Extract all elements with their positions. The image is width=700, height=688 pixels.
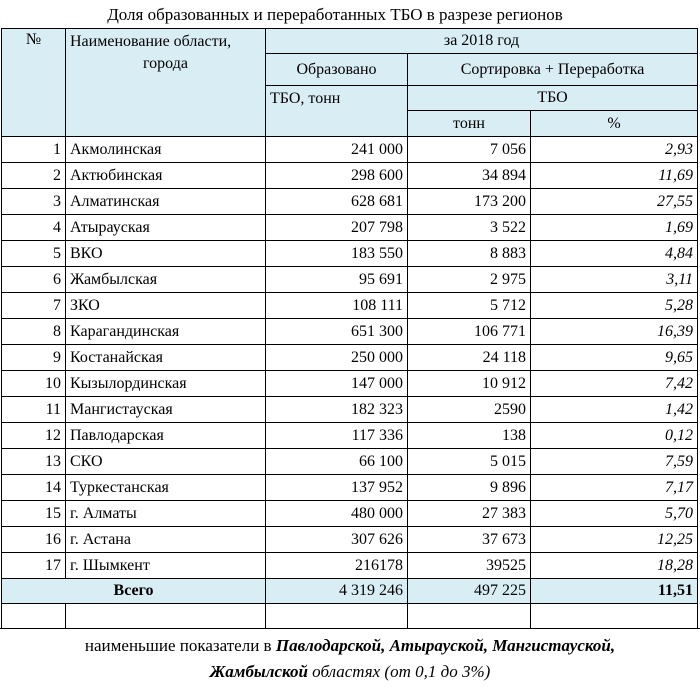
table-row (2, 371, 698, 397)
total-generated: 4 319 246 (266, 579, 408, 604)
row-sorted: 8 883 (408, 241, 531, 267)
row-region-name: Туркестанская (66, 475, 266, 501)
row-region-name: г. Шымкент (66, 553, 266, 579)
row-number: 16 (2, 527, 66, 553)
row-percent: 11,69 (531, 163, 698, 189)
row-generated: 298 600 (266, 163, 408, 189)
row-percent: 18,28 (531, 553, 698, 579)
row-percent: 2,93 (531, 137, 698, 163)
table-row (2, 423, 698, 449)
row-generated: 216178 (266, 553, 408, 579)
row-number: 12 (2, 423, 66, 449)
footnote-prefix: наименьшие показатели в (84, 636, 276, 655)
row-generated: 147 000 (266, 371, 408, 397)
row-region-name: Мангистауская (66, 397, 266, 423)
header-tonn: тонн (408, 111, 531, 137)
row-region-name: Жамбылская (66, 267, 266, 293)
table-row (2, 241, 698, 267)
header-generated: Образовано (266, 54, 408, 86)
row-sorted: 24 118 (408, 345, 531, 371)
row-number: 17 (2, 553, 66, 579)
table-row (2, 293, 698, 319)
row-region-name: Актюбинская (66, 163, 266, 189)
row-sorted: 10 912 (408, 371, 531, 397)
row-region-name: Алматинская (66, 189, 266, 215)
table-row (2, 319, 698, 345)
table-row (2, 345, 698, 371)
row-sorted: 3 522 (408, 215, 531, 241)
row-sorted: 39525 (408, 553, 531, 579)
table-row (2, 163, 698, 189)
row-percent: 27,55 (531, 189, 698, 215)
row-number: 11 (2, 397, 66, 423)
header-year: за 2018 год (266, 29, 698, 54)
header-name-line1: Наименование области, (70, 33, 232, 50)
row-generated: 108 111 (266, 293, 408, 319)
header-tbo-tonn: ТБО, тонн (266, 86, 408, 137)
row-generated: 250 000 (266, 345, 408, 371)
spacer-row (2, 604, 698, 630)
row-percent: 9,65 (531, 345, 698, 371)
row-region-name: ЗКО (66, 293, 266, 319)
row-percent: 0,12 (531, 423, 698, 449)
row-number: 14 (2, 475, 66, 501)
row-number: 2 (2, 163, 66, 189)
row-number: 4 (2, 215, 66, 241)
row-generated: 480 000 (266, 501, 408, 527)
row-percent: 4,84 (531, 241, 698, 267)
row-region-name: ВКО (66, 241, 266, 267)
row-sorted: 138 (408, 423, 531, 449)
row-number: 5 (2, 241, 66, 267)
row-percent: 7,17 (531, 475, 698, 501)
total-row (2, 579, 698, 604)
row-number: 13 (2, 449, 66, 475)
header-percent: % (531, 111, 698, 137)
row-percent: 1,42 (531, 397, 698, 423)
row-number: 10 (2, 371, 66, 397)
table-row (2, 267, 698, 293)
row-region-name: Карагандинская (66, 319, 266, 345)
row-number: 7 (2, 293, 66, 319)
row-percent: 5,70 (531, 501, 698, 527)
row-generated: 66 100 (266, 449, 408, 475)
total-label: Всего (2, 579, 266, 604)
row-sorted: 173 200 (408, 189, 531, 215)
row-percent: 7,59 (531, 449, 698, 475)
table-row (2, 215, 698, 241)
row-generated: 183 550 (266, 241, 408, 267)
row-number: 8 (2, 319, 66, 345)
row-number: 15 (2, 501, 66, 527)
row-region-name: Костанайская (66, 345, 266, 371)
row-sorted: 2590 (408, 397, 531, 423)
row-percent: 5,28 (531, 293, 698, 319)
header-sorting: Сортировка + Переработка (408, 54, 698, 86)
row-region-name: Атырауская (66, 215, 266, 241)
row-region-name: Акмолинская (66, 137, 266, 163)
total-percent: 11,51 (531, 579, 698, 604)
row-number: 9 (2, 345, 66, 371)
row-generated: 241 000 (266, 137, 408, 163)
row-region-name: Павлодарская (66, 423, 266, 449)
row-sorted: 34 894 (408, 163, 531, 189)
table-row (2, 189, 698, 215)
row-sorted: 106 771 (408, 319, 531, 345)
table-row (2, 553, 698, 579)
row-generated: 307 626 (266, 527, 408, 553)
header-name-line2: города (143, 55, 188, 72)
row-sorted: 2 975 (408, 267, 531, 293)
row-generated: 117 336 (266, 423, 408, 449)
row-region-name: Кызылординская (66, 371, 266, 397)
footnote-regions-1: Павлодарской, Атырауской, Мангистауской, (275, 636, 616, 655)
table-body (2, 137, 698, 579)
footnote (0, 628, 700, 688)
table-row (2, 449, 698, 475)
row-sorted: 9 896 (408, 475, 531, 501)
row-percent: 12,25 (531, 527, 698, 553)
row-generated: 651 300 (266, 319, 408, 345)
row-region-name: г. Астана (66, 527, 266, 553)
header-number: № (2, 29, 66, 137)
row-generated: 628 681 (266, 189, 408, 215)
row-generated: 182 323 (266, 397, 408, 423)
table-title: Доля образованных и переработанных ТБО в разрезе регионов (107, 5, 563, 24)
table-row (2, 501, 698, 527)
row-sorted: 27 383 (408, 501, 531, 527)
waste-table (1, 28, 698, 629)
header-name (66, 29, 266, 137)
row-percent: 1,69 (531, 215, 698, 241)
row-percent: 16,39 (531, 319, 698, 345)
row-region-name: СКО (66, 449, 266, 475)
row-sorted: 37 673 (408, 527, 531, 553)
row-sorted: 7 056 (408, 137, 531, 163)
row-number: 1 (2, 137, 66, 163)
total-sorted: 497 225 (408, 579, 531, 604)
row-region-name: г. Алматы (66, 501, 266, 527)
footnote-suffix: областях (от 0,1 до 3%) (307, 662, 491, 681)
row-number: 6 (2, 267, 66, 293)
row-number: 3 (2, 189, 66, 215)
table-row (2, 475, 698, 501)
row-percent: 7,42 (531, 371, 698, 397)
row-generated: 95 691 (266, 267, 408, 293)
row-percent: 3,11 (531, 267, 698, 293)
row-generated: 137 952 (266, 475, 408, 501)
table-row (2, 397, 698, 423)
footnote-regions-2: Жамбылской (209, 662, 308, 681)
header-tbo: ТБО (408, 86, 698, 111)
row-sorted: 5 712 (408, 293, 531, 319)
table-row (2, 527, 698, 553)
row-sorted: 5 015 (408, 449, 531, 475)
row-generated: 207 798 (266, 215, 408, 241)
table-row (2, 137, 698, 163)
